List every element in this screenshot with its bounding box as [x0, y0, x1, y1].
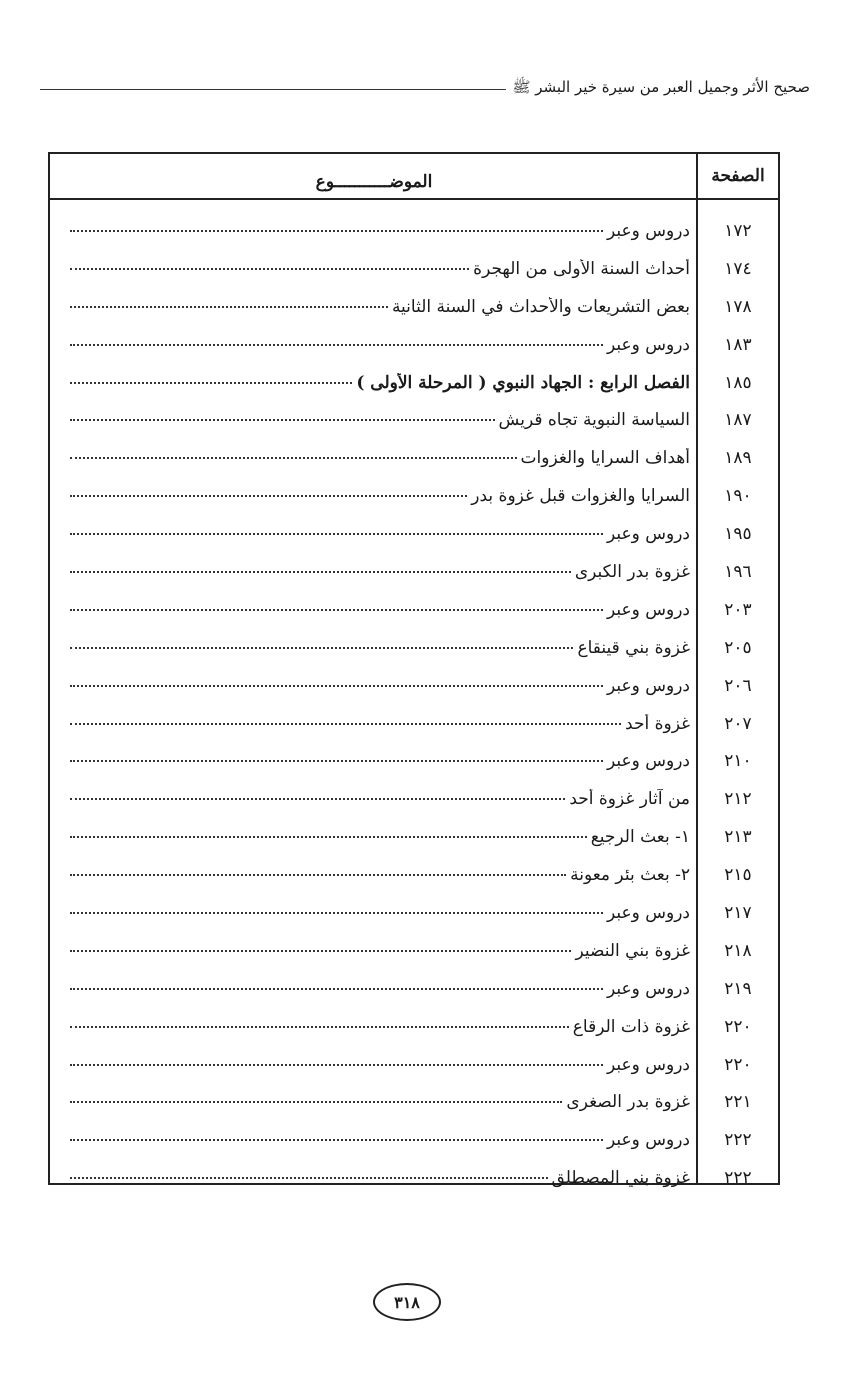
toc-topic-title: دروس وعبر: [606, 220, 690, 241]
toc-page-number: ٢٢٢: [724, 1168, 752, 1189]
toc-entry: [50, 259, 698, 279]
toc-entry: [50, 903, 698, 923]
toc-topic-title: دروس وعبر: [606, 599, 690, 620]
page-number: ٣١٨: [373, 1283, 441, 1321]
running-header: [40, 74, 810, 104]
dot-leader: [70, 609, 603, 611]
dot-leader: [70, 268, 469, 270]
toc-entry: [50, 865, 698, 885]
toc-topic-title: غزوة بني النضير: [575, 940, 690, 961]
dot-leader: [70, 874, 566, 876]
toc-entry: [50, 1092, 698, 1112]
toc-entry: [50, 789, 698, 809]
toc-page-number: ٢١٧: [724, 902, 752, 923]
dot-leader: [70, 1177, 548, 1179]
toc-entry: [50, 751, 698, 771]
column-header-topic: الموضـــــــــــوع: [315, 172, 433, 192]
toc-row: [50, 970, 778, 1008]
toc-page-number: ٢١٠: [724, 751, 752, 772]
toc-row: [50, 364, 778, 402]
dot-leader: [70, 457, 517, 459]
toc-topic-title: ٢- بعث بئر معونة: [570, 865, 690, 886]
toc-page-number: ١٨٧: [724, 410, 752, 431]
toc-entry: [50, 373, 698, 393]
header-rule: [40, 89, 506, 90]
toc-topic-title: دروس وعبر: [606, 675, 690, 696]
dot-leader: [70, 1064, 603, 1066]
toc-entry: [50, 448, 698, 468]
toc-entry: [50, 676, 698, 696]
dot-leader: [70, 382, 352, 384]
toc-row: [50, 1083, 778, 1121]
toc-topic-title: غزوة بدر الكبرى: [574, 561, 690, 582]
toc-topic-title: دروس وعبر: [606, 334, 690, 355]
toc-entry: [50, 1130, 698, 1150]
toc-entry: [50, 941, 698, 961]
toc-row: [50, 667, 778, 705]
toc-topic-title: من آثار غزوة أحد: [569, 789, 690, 810]
toc-entry: [50, 638, 698, 658]
toc-entry: [50, 600, 698, 620]
toc-entry: [50, 714, 698, 734]
toc-topic-title: أهداف السرايا والغزوات: [520, 448, 690, 469]
dot-leader: [70, 647, 573, 649]
toc-row: [50, 288, 778, 326]
toc-entry: [50, 827, 698, 847]
toc-page-number: ٢١٥: [724, 865, 752, 886]
toc-topic-title: غزوة بني قينقاع: [577, 637, 690, 658]
toc-page-number: ١٩٠: [724, 486, 752, 507]
toc-topic-title: دروس وعبر: [606, 902, 690, 923]
toc-page-number: ٢٠٦: [724, 675, 752, 696]
toc-row: [50, 856, 778, 894]
toc-topic-title: دروس وعبر: [606, 1130, 690, 1151]
toc-page-number: ٢٠٥: [724, 637, 752, 658]
toc-row: [50, 439, 778, 477]
toc-topic-title: السياسة النبوية تجاه قريش: [498, 410, 690, 431]
dot-leader: [70, 344, 603, 346]
dot-leader: [70, 230, 603, 232]
dot-leader: [70, 1026, 569, 1028]
toc-page-number: ٢٠٣: [724, 599, 752, 620]
dot-leader: [70, 950, 571, 952]
toc-topic-title: دروس وعبر: [606, 751, 690, 772]
toc-entry: [50, 1017, 698, 1037]
dot-leader: [70, 419, 495, 421]
toc-page-number: ١٧٤: [724, 258, 752, 279]
toc-entry: [50, 221, 698, 241]
toc-row: [50, 742, 778, 780]
toc-page-number: ٢١٢: [724, 789, 752, 810]
toc-page-number: ١٧٨: [724, 296, 752, 317]
toc-page-number: ٢٢٢: [724, 1130, 752, 1151]
toc-page-number: ٢١٩: [724, 978, 752, 999]
dot-leader: [70, 836, 587, 838]
dot-leader: [70, 306, 388, 308]
toc-topic-title: بعض التشريعات والأحداث في السنة الثانية: [391, 296, 690, 317]
column-header-page: الصفحة: [711, 166, 765, 186]
toc-row: [50, 780, 778, 818]
toc-topic-title: دروس وعبر: [606, 524, 690, 545]
dot-leader: [70, 1101, 562, 1103]
dot-leader: [70, 798, 565, 800]
toc-row: [50, 932, 778, 970]
book-title: صحيح الأثر وجميل العبر من سيرة خير البشر ﷺ: [512, 78, 810, 96]
dot-leader: [70, 571, 571, 573]
toc-row: [50, 1008, 778, 1046]
toc-row: [50, 553, 778, 591]
dot-leader: [70, 533, 603, 535]
toc-row: [50, 629, 778, 667]
toc-rows: [50, 212, 778, 1197]
toc-entry: [50, 979, 698, 999]
toc-entry: [50, 486, 698, 506]
toc-entry: [50, 1055, 698, 1075]
toc-entry: [50, 524, 698, 544]
toc-page-number: ٢٢١: [724, 1092, 752, 1113]
toc-topic-title: غزوة أحد: [625, 713, 690, 734]
toc-page-number: ٢٢٠: [724, 1016, 752, 1037]
toc-row: [50, 326, 778, 364]
toc-topic-title: غزوة بني المصطلق: [551, 1168, 690, 1189]
toc-row: [50, 1121, 778, 1159]
toc-topic-title: غزوة ذات الرقاع: [572, 1016, 690, 1037]
toc-topic-title: السرايا والغزوات قبل غزوة بدر: [471, 486, 690, 507]
toc-row: [50, 705, 778, 743]
toc-page-number: ١٩٦: [724, 561, 752, 582]
toc-topic-title: دروس وعبر: [606, 1054, 690, 1075]
toc-page-number: ٢٢٠: [724, 1054, 752, 1075]
toc-row: [50, 401, 778, 439]
toc-row: [50, 591, 778, 629]
toc-row: [50, 1046, 778, 1084]
dot-leader: [70, 495, 467, 497]
toc-entry: [50, 335, 698, 355]
toc-topic-title: غزوة بدر الصغرى: [566, 1092, 690, 1113]
dot-leader: [70, 685, 603, 687]
toc-page-number: ٢٠٧: [724, 713, 752, 734]
dot-leader: [70, 723, 621, 725]
dot-leader: [70, 760, 603, 762]
table-header-row: [50, 154, 778, 200]
toc-page-number: ١٨٣: [724, 334, 752, 355]
toc-page-number: ١٩٥: [724, 524, 752, 545]
toc-row: [50, 212, 778, 250]
toc-topic-title: دروس وعبر: [606, 978, 690, 999]
toc-page-number: ٢١٣: [724, 827, 752, 848]
toc-row: [50, 515, 778, 553]
toc-row: [50, 250, 778, 288]
toc-entry: [50, 297, 698, 317]
toc-row: [50, 818, 778, 856]
toc-entry: [50, 410, 698, 430]
toc-page-number: ١٨٥: [724, 372, 752, 393]
dot-leader: [70, 988, 603, 990]
toc-page-number: ٢١٨: [724, 940, 752, 961]
toc-topic-title: أحداث السنة الأولى من الهجرة: [473, 258, 690, 279]
dot-leader: [70, 912, 603, 914]
toc-page-number: ١٧٢: [724, 220, 752, 241]
toc-table: [48, 152, 780, 1189]
dot-leader: [70, 1139, 603, 1141]
toc-page-number: ١٨٩: [724, 448, 752, 469]
toc-topic-title: الفصل الرابع : الجهاد النبوي ( المرحلة الأولى ): [356, 372, 690, 393]
toc-entry: [50, 1168, 698, 1188]
toc-row: [50, 477, 778, 515]
toc-row: [50, 1159, 778, 1197]
toc-entry: [50, 562, 698, 582]
toc-row: [50, 894, 778, 932]
toc-topic-title: ١- بعث الرجيع: [590, 827, 690, 848]
